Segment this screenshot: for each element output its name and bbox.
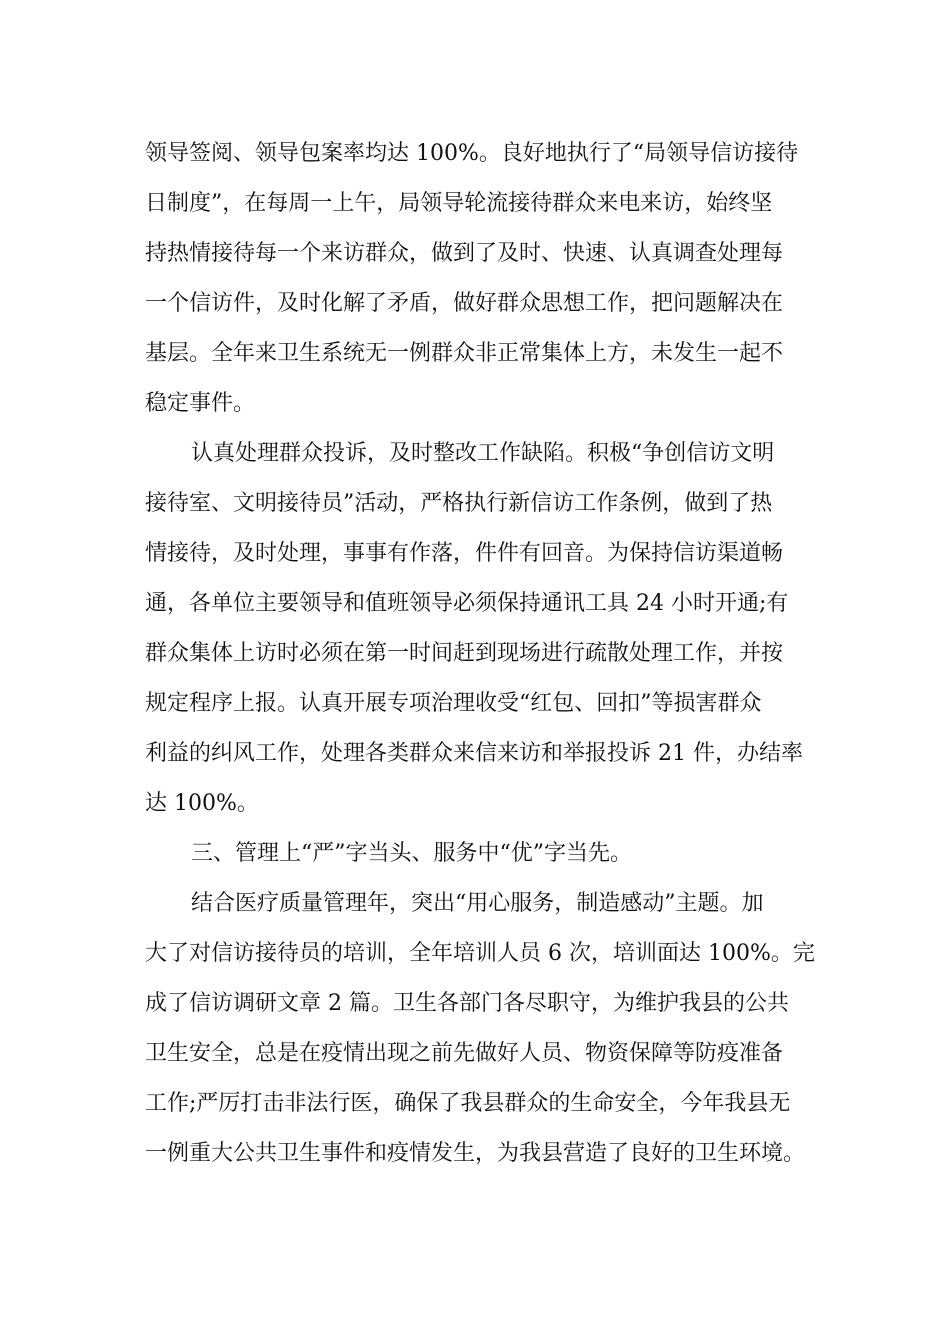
text-line: 接待室、文明接待员”活动，严格执行新信访工作条例，做到了热 bbox=[145, 491, 773, 516]
text-line: 通，各单位主要领导和值班领导必须保持通讯工具 24 小时开通;有 bbox=[145, 591, 789, 616]
text-line: 一个信访件，及时化解了矛盾，做好群众思想工作，把问题解决在 bbox=[145, 291, 784, 316]
paragraph-start-line: 认真处理群众投诉，及时整改工作缺陷。积极“争创信访文明 bbox=[191, 441, 775, 466]
text-line: 卫生安全，总是在疫情出现之前先做好人员、物资保障等防疫准备 bbox=[145, 1041, 784, 1066]
text-line: 达 100%。 bbox=[145, 791, 259, 816]
text-line: 稳定事件。 bbox=[145, 391, 256, 416]
text-line: 利益的纠风工作，处理各类群众来信来访和举报投诉 21 件，办结率 bbox=[145, 741, 803, 766]
text-line: 持热情接待每一个来访群众，做到了及时、快速、认真调查处理每 bbox=[145, 241, 784, 266]
paragraph-start-line: 结合医疗质量管理年，突出“用心服务，制造感动”主题。加 bbox=[191, 891, 764, 916]
text-line: 情接待，及时处理，事事有作落，件件有回音。为保持信访渠道畅 bbox=[145, 541, 784, 566]
text-line: 工作;严厉打击非法行医，确保了我县群众的生命安全，今年我县无 bbox=[145, 1091, 791, 1116]
text-line: 规定程序上报。认真开展专项治理收受“红包、回扣”等损害群众 bbox=[145, 691, 762, 716]
text-line: 日制度”，在每周一上午，局领导轮流接待群众来电来访，始终坚 bbox=[145, 191, 773, 216]
text-line: 群众集体上访时必须在第一时间赶到现场进行疏散处理工作，并按 bbox=[145, 641, 784, 666]
text-line: 成了信访调研文章 2 篇。卫生各部门各尽职守，为维护我县的公共 bbox=[145, 991, 789, 1016]
text-line: 领导签阅、领导包案率均达 100%。良好地执行了“局领导信访接待 bbox=[145, 141, 799, 166]
text-line: 大了对信访接待员的培训，全年培训人员 6 次，培训面达 100%。完 bbox=[145, 941, 815, 966]
text-line: 一例重大公共卫生事件和疫情发生，为我县营造了良好的卫生环境。 bbox=[145, 1141, 806, 1166]
text-line: 基层。全年来卫生系统无一例群众非正常集体上方，未发生一起不 bbox=[145, 341, 784, 366]
section-heading: 三、管理上“严”字当头、服务中“优”字当先。 bbox=[191, 841, 632, 866]
